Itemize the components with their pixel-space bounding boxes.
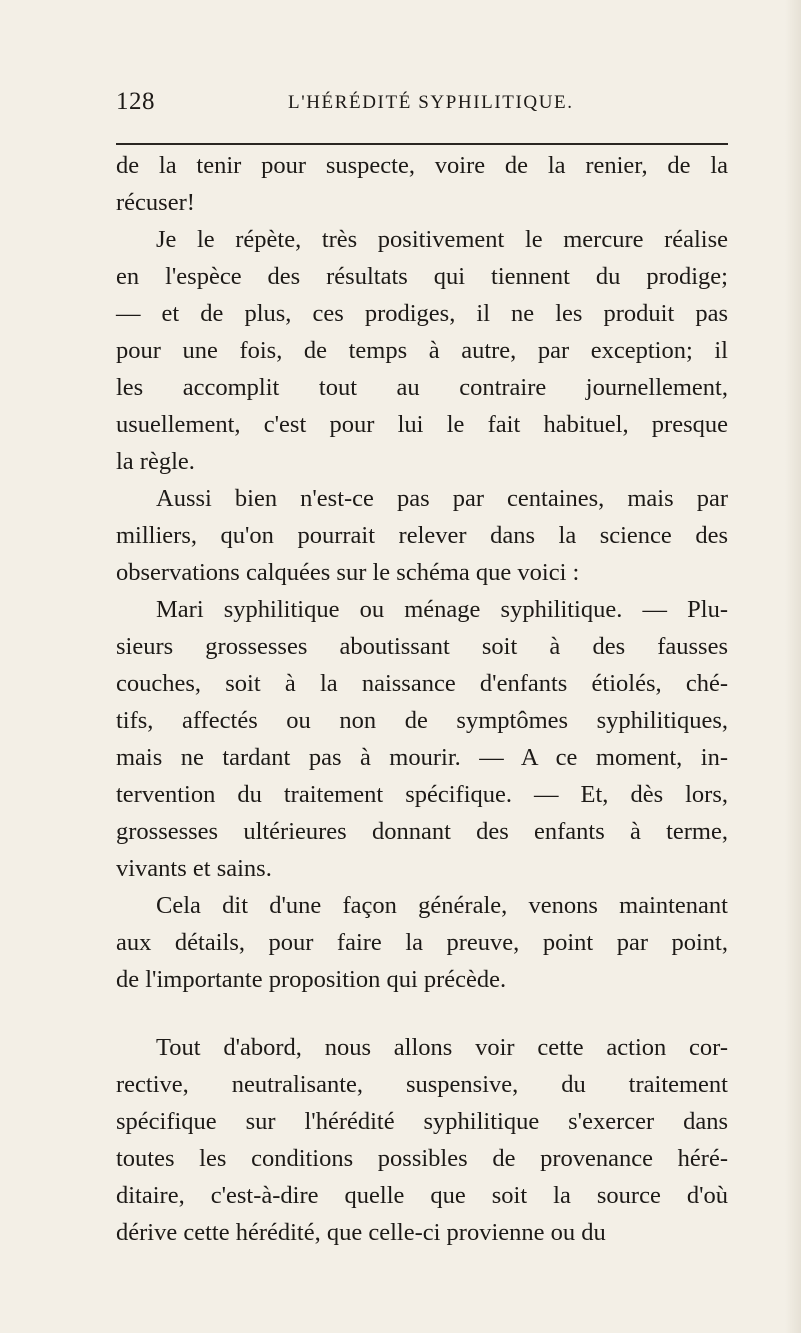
paragraph xyxy=(116,147,728,221)
text-line: grossesses ultérieures donnant des enfants à terme, xyxy=(116,818,728,845)
text-line: Mari syphilitique ou ménage syphilitique. — Plu- xyxy=(156,596,728,623)
text-line: tervention du traitement spécifique. — Et, dès lors, xyxy=(116,781,728,808)
text-line: de l'importante proposition qui précède. xyxy=(116,966,507,993)
text-line: Aussi bien n'est-ce pas par centaines, mais par xyxy=(156,485,728,512)
text-line: sieurs grossesses aboutissant soit à des fausses xyxy=(116,633,728,660)
text-line: ditaire, c'est-à-dire quelle que soit la source d'où xyxy=(116,1182,728,1209)
paragraph-gap xyxy=(116,998,728,1029)
text-line: aux détails, pour faire la preuve, point par point, xyxy=(116,929,728,956)
text-line: de la tenir pour suspecte, voire de la renier, de la xyxy=(116,152,728,179)
running-head: L'HÉRÉDITÉ SYPHILITIQUE. xyxy=(288,92,574,113)
paragraph xyxy=(116,221,728,480)
text-line: usuellement, c'est pour lui le fait habituel, presque xyxy=(116,411,728,438)
text-line: mais ne tardant pas à mourir. — A ce moment, in- xyxy=(116,744,728,771)
text-line: — et de plus, ces prodiges, il ne les produit pas xyxy=(116,300,728,327)
header-rule xyxy=(116,143,728,145)
paragraph xyxy=(116,480,728,591)
paragraph xyxy=(116,591,728,887)
text-line: vivants et sains. xyxy=(116,855,272,882)
text-line: spécifique sur l'hérédité syphilitique s'exercer dans xyxy=(116,1108,728,1135)
text-line: milliers, qu'on pourrait relever dans la science des xyxy=(116,522,728,549)
text-line: toutes les conditions possibles de provenance héré- xyxy=(116,1145,728,1172)
text-line: récuser! xyxy=(116,189,195,216)
text-line: rective, neutralisante, suspensive, du traitement xyxy=(116,1071,728,1098)
body-text xyxy=(116,147,728,1251)
text-line: tifs, affectés ou non de symptômes syphilitiques, xyxy=(116,707,728,734)
page-edge-shadow xyxy=(785,0,801,1333)
text-line: en l'espèce des résultats qui tiennent du prodige; xyxy=(116,263,728,290)
text-line: la règle. xyxy=(116,448,195,475)
text-line: pour une fois, de temps à autre, par exception; il xyxy=(116,337,728,364)
text-line: dérive cette hérédité, que celle-ci provienne ou du xyxy=(116,1219,606,1246)
text-line: Je le répète, très positivement le mercure réalise xyxy=(156,226,728,253)
page-header xyxy=(116,88,726,118)
text-line: Cela dit d'une façon générale, venons maintenant xyxy=(156,892,728,919)
text-line: les accomplit tout au contraire journellement, xyxy=(116,374,728,401)
text-line: observations calquées sur le schéma que voici : xyxy=(116,559,580,586)
paragraph xyxy=(116,1029,728,1251)
paragraph xyxy=(116,887,728,998)
text-line: Tout d'abord, nous allons voir cette action cor- xyxy=(156,1034,728,1061)
page-number: 128 xyxy=(116,88,155,115)
text-line: couches, soit à la naissance d'enfants étiolés, ché- xyxy=(116,670,728,697)
